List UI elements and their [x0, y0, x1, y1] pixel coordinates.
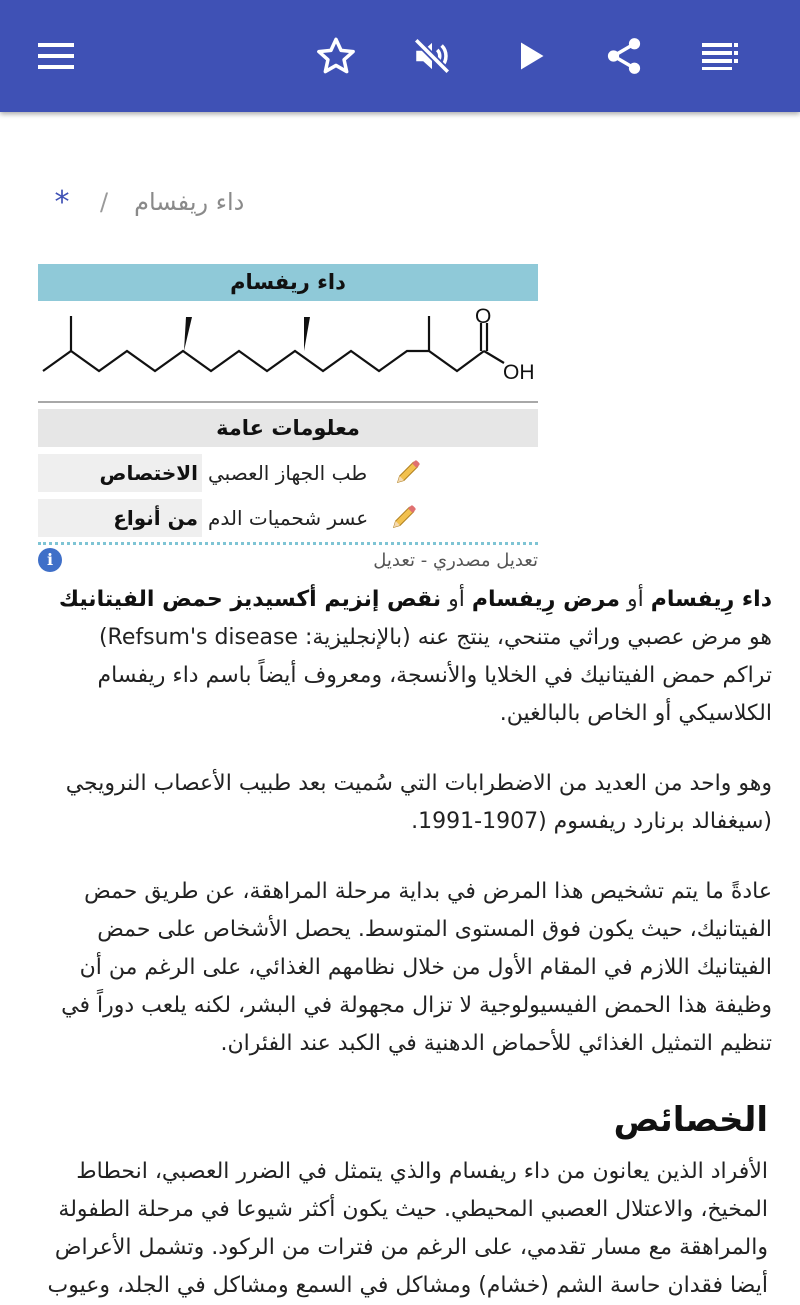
volume-off-icon[interactable]: [404, 28, 460, 84]
text-line: وظيفة هذا الحمض الفيسيولوجية لا تزال مجهولة في البشر، لكنه يلعب دوراً في: [61, 993, 772, 1018]
text-line: عادةً ما يتم تشخيص هذا المرض في بداية مرحلة المراهقة، عن طريق حمض: [84, 879, 772, 904]
play-icon[interactable]: [502, 28, 558, 84]
text-line: تنظيم التمثيل الغذائي للأحماض الدهنية في الكبد عند الفئران.: [220, 1031, 772, 1056]
infobox-row-label: من أنواع: [38, 499, 202, 537]
text-run: أو: [619, 587, 651, 612]
breadcrumb: [52, 182, 244, 222]
text-line: هو مرض عصبي وراثي متنحي، ينتج عنه (بالإنجليزية: Refsum's disease): [98, 625, 772, 650]
text-line: أيضا فقدان حاسة الشم (خشام) ومشاكل في السمع ومشاكل في الجلد، وعيوب: [47, 1273, 768, 1298]
text-line: والمراهقة مع مسار تقدمي، على الرغم من فترات من الركود. وتشمل الأعراض: [54, 1235, 768, 1260]
breadcrumb-current: داء ريفسام: [134, 188, 245, 216]
infobox-row-specialty: [38, 454, 538, 492]
info-icon[interactable]: i: [38, 548, 62, 572]
bold-term: مرض رِيفسام: [471, 587, 620, 612]
article-paragraph: [32, 581, 772, 733]
infobox-row-value-link[interactable]: طب الجهاز العصبي: [208, 461, 368, 485]
text-line: تراكم حمض الفيتانيك في الخلايا والأنسجة، ومعروف أيضاً باسم داء ريفسام: [97, 663, 772, 688]
infobox-footer: [38, 546, 538, 576]
text-line: وهو واحد من العديد من الاضطرابات التي سُميت بعد طبيب الأعصاب النرويجي: [65, 771, 772, 796]
hydroxyl-label: OH: [503, 361, 535, 384]
infobox-title: داء ريفسام: [38, 264, 538, 301]
infobox: [38, 264, 538, 571]
star-icon[interactable]: [308, 28, 364, 84]
list-icon[interactable]: [692, 28, 748, 84]
infobox-row-label: الاختصاص: [38, 454, 202, 492]
article-paragraph: [32, 873, 772, 1063]
article-paragraph: [28, 1153, 768, 1305]
menu-icon[interactable]: [28, 28, 84, 84]
bold-term: نقص إنزيم أكسيديز حمض الفيتانيك: [58, 587, 442, 612]
infobox-row-value-link[interactable]: عسر شحميات الدم: [208, 506, 369, 530]
article-paragraph: [32, 765, 772, 841]
oxygen-label: O: [475, 305, 492, 328]
pencil-edit-icon[interactable]: [394, 456, 424, 486]
section-heading: الخصائص: [613, 1100, 768, 1140]
infobox-section-general: معلومات عامة: [38, 409, 538, 447]
text-line: الكلاسيكي أو الخاص بالبالغين.: [499, 701, 772, 726]
text-line: المخيخ، والاعتلال العصبي المحيطي. حيث يكون أكثر شيوعا في مرحلة الطفولة: [58, 1197, 768, 1222]
text-line: الأفراد الذين يعانون من داء ريفسام والذي يتمثل في الضرر العصبي، انحطاط: [76, 1159, 768, 1184]
text-line: (سيغفالد برنارد ريفسوم (1907-1991.: [411, 809, 772, 834]
breadcrumb-separator: /: [100, 188, 109, 216]
infobox-bottom-border: [38, 542, 538, 545]
text-line: الفيتانيك اللازم في المقام الأول من خلال نظامهم الغذائي، على الرغم من أن: [79, 955, 772, 980]
pencil-edit-icon[interactable]: [390, 501, 420, 531]
infobox-edit-links[interactable]: تعديل مصدري - تعديل: [373, 550, 538, 571]
bold-term: داء رِيفسام: [650, 587, 772, 612]
share-icon[interactable]: [596, 28, 652, 84]
text-run: أو: [441, 587, 472, 612]
app-bar: [0, 0, 800, 112]
breadcrumb-home-link[interactable]: *: [54, 184, 70, 220]
infobox-divider: [38, 401, 538, 403]
chemical-structure-image: [38, 301, 538, 401]
text-line: الفيتانيك، حيث يكون فوق المستوى المتوسط. يحصل الأشخاص على حمض: [97, 917, 772, 942]
infobox-row-type-of: [38, 499, 538, 537]
